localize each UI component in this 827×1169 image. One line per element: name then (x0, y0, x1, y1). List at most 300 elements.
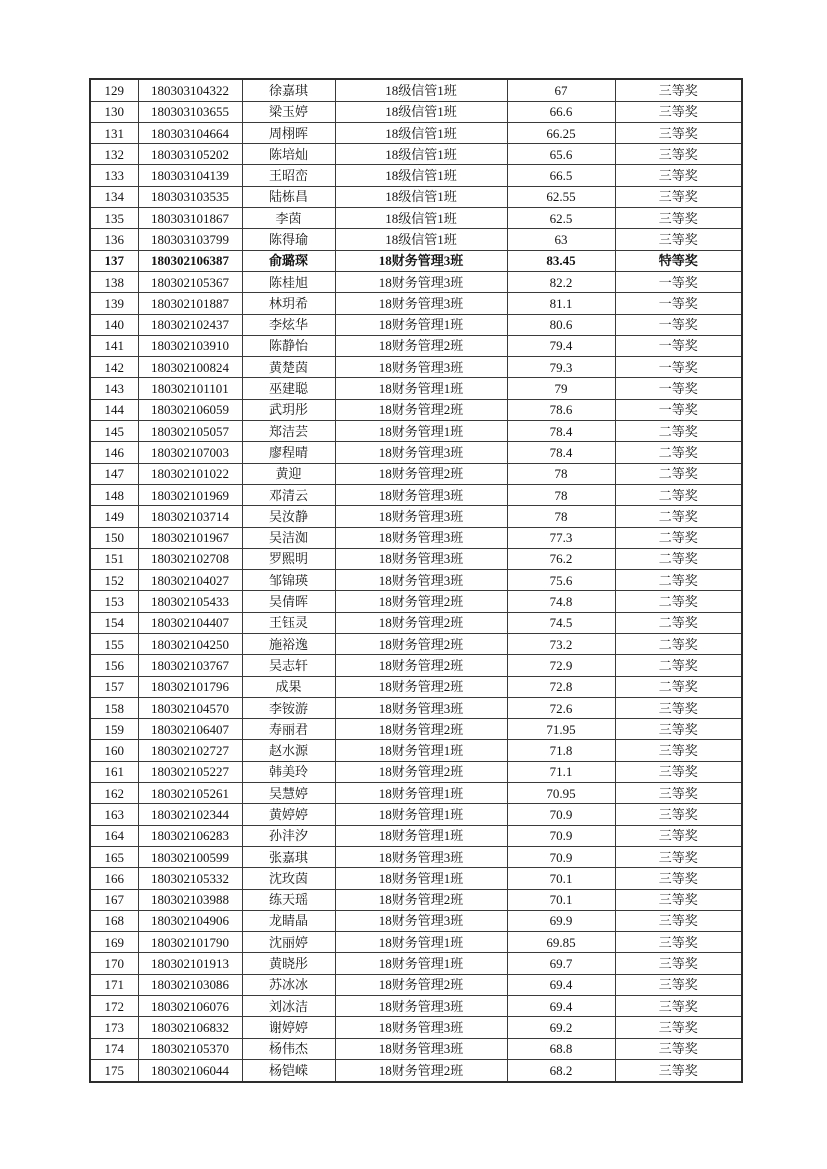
table-row (90, 250, 742, 271)
cell-award: 三等奖 (615, 783, 742, 804)
cell-class-name: 18级信管1班 (335, 229, 507, 250)
table-row (90, 229, 742, 250)
cell-award: 三等奖 (615, 1017, 742, 1038)
cell-class-name: 18财务管理1班 (335, 953, 507, 974)
cell-score: 68.2 (507, 1059, 615, 1082)
table-row (90, 527, 742, 548)
cell-class-name: 18财务管理2班 (335, 761, 507, 782)
cell-student-name: 杨伟杰 (242, 1038, 335, 1059)
table-row (90, 208, 742, 229)
cell-student-id: 180303104139 (138, 165, 242, 186)
table-row (90, 186, 742, 207)
cell-award: 二等奖 (615, 463, 742, 484)
cell-class-name: 18财务管理2班 (335, 399, 507, 420)
table-row (90, 953, 742, 974)
cell-row-number: 134 (90, 186, 138, 207)
cell-row-number: 174 (90, 1038, 138, 1059)
cell-award: 二等奖 (615, 591, 742, 612)
cell-class-name: 18级信管1班 (335, 208, 507, 229)
cell-student-id: 180302105057 (138, 421, 242, 442)
table-row (90, 79, 742, 101)
cell-student-name: 周栩晖 (242, 122, 335, 143)
cell-student-id: 180302104570 (138, 697, 242, 718)
cell-score: 70.9 (507, 825, 615, 846)
cell-student-name: 林玥希 (242, 293, 335, 314)
table-row (90, 974, 742, 995)
cell-score: 62.5 (507, 208, 615, 229)
cell-student-name: 赵水源 (242, 740, 335, 761)
cell-student-id: 180302101101 (138, 378, 242, 399)
cell-student-name: 李炫华 (242, 314, 335, 335)
cell-class-name: 18财务管理2班 (335, 591, 507, 612)
cell-row-number: 136 (90, 229, 138, 250)
cell-student-id: 180302106832 (138, 1017, 242, 1038)
cell-award: 一等奖 (615, 399, 742, 420)
cell-row-number: 133 (90, 165, 138, 186)
cell-award: 三等奖 (615, 1059, 742, 1082)
cell-award: 二等奖 (615, 612, 742, 633)
cell-award: 三等奖 (615, 697, 742, 718)
cell-student-name: 徐嘉琪 (242, 79, 335, 101)
cell-row-number: 151 (90, 548, 138, 569)
cell-student-name: 吴志轩 (242, 655, 335, 676)
cell-award: 三等奖 (615, 932, 742, 953)
cell-student-id: 180302101887 (138, 293, 242, 314)
cell-student-id: 180302104906 (138, 910, 242, 931)
cell-row-number: 149 (90, 506, 138, 527)
table-row (90, 335, 742, 356)
cell-score: 69.85 (507, 932, 615, 953)
cell-row-number: 165 (90, 846, 138, 867)
cell-award: 一等奖 (615, 271, 742, 292)
cell-score: 68.8 (507, 1038, 615, 1059)
cell-class-name: 18财务管理2班 (335, 612, 507, 633)
cell-student-name: 练天瑶 (242, 889, 335, 910)
cell-score: 72.6 (507, 697, 615, 718)
cell-student-name: 沈玫茵 (242, 868, 335, 889)
cell-award: 三等奖 (615, 165, 742, 186)
cell-class-name: 18财务管理1班 (335, 825, 507, 846)
cell-row-number: 169 (90, 932, 138, 953)
cell-student-name: 吴汝静 (242, 506, 335, 527)
cell-class-name: 18级信管1班 (335, 144, 507, 165)
cell-student-id: 180303103535 (138, 186, 242, 207)
cell-student-name: 成果 (242, 676, 335, 697)
cell-student-name: 寿丽君 (242, 719, 335, 740)
cell-award: 三等奖 (615, 144, 742, 165)
cell-student-name: 黄迎 (242, 463, 335, 484)
cell-class-name: 18财务管理3班 (335, 910, 507, 931)
table-row (90, 783, 742, 804)
cell-class-name: 18财务管理3班 (335, 1017, 507, 1038)
cell-score: 65.6 (507, 144, 615, 165)
cell-class-name: 18财务管理3班 (335, 846, 507, 867)
cell-student-id: 180302105261 (138, 783, 242, 804)
cell-student-name: 巫建聪 (242, 378, 335, 399)
cell-student-name: 王钰灵 (242, 612, 335, 633)
table-row (90, 1038, 742, 1059)
table-row (90, 101, 742, 122)
table-row (90, 633, 742, 654)
cell-class-name: 18财务管理3班 (335, 442, 507, 463)
cell-row-number: 153 (90, 591, 138, 612)
cell-student-name: 杨铠嵘 (242, 1059, 335, 1082)
cell-row-number: 142 (90, 357, 138, 378)
cell-class-name: 18财务管理2班 (335, 655, 507, 676)
table-row (90, 761, 742, 782)
cell-row-number: 168 (90, 910, 138, 931)
cell-score: 66.6 (507, 101, 615, 122)
cell-student-name: 王昭峦 (242, 165, 335, 186)
table-row (90, 570, 742, 591)
cell-student-id: 180302100824 (138, 357, 242, 378)
cell-class-name: 18财务管理1班 (335, 421, 507, 442)
cell-row-number: 167 (90, 889, 138, 910)
cell-student-id: 180302103086 (138, 974, 242, 995)
cell-row-number: 173 (90, 1017, 138, 1038)
cell-class-name: 18财务管理2班 (335, 1059, 507, 1082)
table-row (90, 463, 742, 484)
cell-row-number: 138 (90, 271, 138, 292)
cell-award: 三等奖 (615, 761, 742, 782)
cell-row-number: 137 (90, 250, 138, 271)
cell-score: 66.5 (507, 165, 615, 186)
cell-student-name: 廖程晴 (242, 442, 335, 463)
cell-award: 三等奖 (615, 804, 742, 825)
table-row (90, 676, 742, 697)
cell-class-name: 18财务管理1班 (335, 314, 507, 335)
cell-award: 三等奖 (615, 101, 742, 122)
cell-student-id: 180302103767 (138, 655, 242, 676)
cell-award: 二等奖 (615, 484, 742, 505)
cell-score: 78 (507, 463, 615, 484)
cell-student-name: 陈桂旭 (242, 271, 335, 292)
cell-award: 二等奖 (615, 570, 742, 591)
table-row (90, 1059, 742, 1082)
cell-student-id: 180302106059 (138, 399, 242, 420)
cell-row-number: 161 (90, 761, 138, 782)
cell-row-number: 170 (90, 953, 138, 974)
cell-class-name: 18财务管理1班 (335, 868, 507, 889)
cell-row-number: 158 (90, 697, 138, 718)
table-row (90, 442, 742, 463)
cell-award: 三等奖 (615, 825, 742, 846)
table-row (90, 378, 742, 399)
cell-award: 三等奖 (615, 229, 742, 250)
cell-student-id: 180303101867 (138, 208, 242, 229)
table-row (90, 655, 742, 676)
cell-score: 74.8 (507, 591, 615, 612)
cell-row-number: 147 (90, 463, 138, 484)
cell-student-id: 180302106044 (138, 1059, 242, 1082)
cell-student-id: 180302101790 (138, 932, 242, 953)
cell-score: 79 (507, 378, 615, 399)
cell-class-name: 18财务管理3班 (335, 996, 507, 1017)
cell-award: 三等奖 (615, 889, 742, 910)
table-row (90, 804, 742, 825)
cell-award: 三等奖 (615, 953, 742, 974)
cell-row-number: 163 (90, 804, 138, 825)
cell-score: 69.7 (507, 953, 615, 974)
table-row (90, 122, 742, 143)
cell-student-name: 俞璐琛 (242, 250, 335, 271)
cell-award: 二等奖 (615, 676, 742, 697)
cell-student-name: 罗熙明 (242, 548, 335, 569)
cell-row-number: 171 (90, 974, 138, 995)
cell-row-number: 139 (90, 293, 138, 314)
cell-class-name: 18财务管理1班 (335, 783, 507, 804)
cell-score: 79.3 (507, 357, 615, 378)
cell-row-number: 157 (90, 676, 138, 697)
cell-row-number: 159 (90, 719, 138, 740)
cell-class-name: 18财务管理3班 (335, 357, 507, 378)
cell-score: 70.95 (507, 783, 615, 804)
cell-student-name: 陈得瑜 (242, 229, 335, 250)
cell-student-name: 陈培灿 (242, 144, 335, 165)
cell-award: 二等奖 (615, 506, 742, 527)
cell-award: 二等奖 (615, 421, 742, 442)
cell-class-name: 18级信管1班 (335, 122, 507, 143)
cell-student-id: 180302104250 (138, 633, 242, 654)
cell-student-name: 谢婷婷 (242, 1017, 335, 1038)
cell-award: 二等奖 (615, 655, 742, 676)
cell-student-name: 邓清云 (242, 484, 335, 505)
cell-award: 一等奖 (615, 378, 742, 399)
cell-class-name: 18级信管1班 (335, 101, 507, 122)
cell-class-name: 18财务管理1班 (335, 740, 507, 761)
cell-score: 82.2 (507, 271, 615, 292)
cell-student-id: 180302101022 (138, 463, 242, 484)
cell-student-name: 张嘉琪 (242, 846, 335, 867)
cell-score: 72.8 (507, 676, 615, 697)
cell-class-name: 18财务管理2班 (335, 335, 507, 356)
cell-class-name: 18财务管理2班 (335, 889, 507, 910)
cell-row-number: 154 (90, 612, 138, 633)
cell-student-id: 180302105433 (138, 591, 242, 612)
cell-student-name: 黄婷婷 (242, 804, 335, 825)
table-row (90, 910, 742, 931)
cell-student-id: 180302100599 (138, 846, 242, 867)
cell-score: 79.4 (507, 335, 615, 356)
cell-student-id: 180303103799 (138, 229, 242, 250)
cell-award: 三等奖 (615, 740, 742, 761)
cell-row-number: 140 (90, 314, 138, 335)
cell-row-number: 160 (90, 740, 138, 761)
cell-score: 78 (507, 506, 615, 527)
table-row (90, 1017, 742, 1038)
cell-student-name: 黄晓彤 (242, 953, 335, 974)
cell-class-name: 18财务管理2班 (335, 463, 507, 484)
cell-score: 69.2 (507, 1017, 615, 1038)
cell-row-number: 150 (90, 527, 138, 548)
cell-student-name: 陆栋昌 (242, 186, 335, 207)
cell-row-number: 132 (90, 144, 138, 165)
cell-score: 69.4 (507, 974, 615, 995)
cell-student-name: 龙睛晶 (242, 910, 335, 931)
cell-student-name: 吴倩晖 (242, 591, 335, 612)
cell-score: 78 (507, 484, 615, 505)
cell-class-name: 18财务管理1班 (335, 804, 507, 825)
table-row (90, 506, 742, 527)
cell-award: 一等奖 (615, 335, 742, 356)
table-row (90, 612, 742, 633)
cell-class-name: 18财务管理1班 (335, 378, 507, 399)
cell-award: 二等奖 (615, 527, 742, 548)
table-row (90, 314, 742, 335)
cell-row-number: 172 (90, 996, 138, 1017)
cell-student-id: 180302105227 (138, 761, 242, 782)
cell-score: 81.1 (507, 293, 615, 314)
cell-student-id: 180302101913 (138, 953, 242, 974)
cell-score: 71.95 (507, 719, 615, 740)
cell-award: 三等奖 (615, 1038, 742, 1059)
cell-award: 三等奖 (615, 996, 742, 1017)
cell-class-name: 18财务管理3班 (335, 293, 507, 314)
cell-award: 三等奖 (615, 910, 742, 931)
cell-class-name: 18财务管理3班 (335, 527, 507, 548)
cell-student-id: 180302101967 (138, 527, 242, 548)
cell-award: 一等奖 (615, 293, 742, 314)
cell-score: 62.55 (507, 186, 615, 207)
cell-row-number: 175 (90, 1059, 138, 1082)
cell-score: 70.9 (507, 804, 615, 825)
table-row (90, 996, 742, 1017)
cell-award: 三等奖 (615, 79, 742, 101)
cell-student-id: 180302103988 (138, 889, 242, 910)
cell-row-number: 162 (90, 783, 138, 804)
cell-score: 70.9 (507, 846, 615, 867)
cell-score: 74.5 (507, 612, 615, 633)
cell-student-id: 180303104664 (138, 122, 242, 143)
cell-award: 三等奖 (615, 868, 742, 889)
cell-student-id: 180303104322 (138, 79, 242, 101)
cell-student-name: 沈丽婷 (242, 932, 335, 953)
cell-score: 66.25 (507, 122, 615, 143)
cell-row-number: 164 (90, 825, 138, 846)
table-row (90, 591, 742, 612)
cell-score: 80.6 (507, 314, 615, 335)
table-row (90, 868, 742, 889)
cell-row-number: 148 (90, 484, 138, 505)
cell-award: 二等奖 (615, 548, 742, 569)
table-row (90, 293, 742, 314)
cell-class-name: 18财务管理2班 (335, 974, 507, 995)
table-row (90, 144, 742, 165)
cell-student-name: 郑洁芸 (242, 421, 335, 442)
cell-award: 三等奖 (615, 846, 742, 867)
cell-student-name: 黄楚茵 (242, 357, 335, 378)
table-row (90, 719, 742, 740)
cell-student-name: 施裕逸 (242, 633, 335, 654)
cell-score: 78.4 (507, 421, 615, 442)
cell-score: 67 (507, 79, 615, 101)
cell-class-name: 18财务管理3班 (335, 570, 507, 591)
cell-class-name: 18财务管理3班 (335, 271, 507, 292)
cell-score: 75.6 (507, 570, 615, 591)
cell-student-id: 180302102708 (138, 548, 242, 569)
cell-row-number: 135 (90, 208, 138, 229)
cell-row-number: 129 (90, 79, 138, 101)
cell-row-number: 144 (90, 399, 138, 420)
cell-student-name: 韩美玲 (242, 761, 335, 782)
cell-student-id: 180302101796 (138, 676, 242, 697)
cell-student-name: 陈静怡 (242, 335, 335, 356)
cell-award: 三等奖 (615, 208, 742, 229)
cell-student-id: 180302106283 (138, 825, 242, 846)
cell-score: 69.4 (507, 996, 615, 1017)
cell-award: 二等奖 (615, 633, 742, 654)
cell-class-name: 18财务管理2班 (335, 676, 507, 697)
cell-class-name: 18财务管理3班 (335, 250, 507, 271)
table-row (90, 357, 742, 378)
table-row (90, 740, 742, 761)
cell-score: 69.9 (507, 910, 615, 931)
cell-award: 二等奖 (615, 442, 742, 463)
cell-award: 三等奖 (615, 719, 742, 740)
cell-row-number: 166 (90, 868, 138, 889)
table-row (90, 165, 742, 186)
cell-student-id: 180302106407 (138, 719, 242, 740)
cell-award: 一等奖 (615, 357, 742, 378)
cell-student-name: 吴洁洳 (242, 527, 335, 548)
cell-student-id: 180302104407 (138, 612, 242, 633)
cell-row-number: 143 (90, 378, 138, 399)
cell-class-name: 18级信管1班 (335, 186, 507, 207)
cell-student-name: 梁玉婷 (242, 101, 335, 122)
cell-row-number: 131 (90, 122, 138, 143)
cell-score: 73.2 (507, 633, 615, 654)
cell-student-id: 180302105370 (138, 1038, 242, 1059)
cell-class-name: 18财务管理3班 (335, 506, 507, 527)
cell-score: 63 (507, 229, 615, 250)
cell-student-id: 180302105332 (138, 868, 242, 889)
table-row (90, 932, 742, 953)
cell-student-id: 180303105202 (138, 144, 242, 165)
cell-student-id: 180302102344 (138, 804, 242, 825)
cell-student-id: 180302101969 (138, 484, 242, 505)
cell-student-id: 180303103655 (138, 101, 242, 122)
cell-award: 三等奖 (615, 122, 742, 143)
cell-row-number: 156 (90, 655, 138, 676)
cell-student-id: 180302106387 (138, 250, 242, 271)
cell-class-name: 18级信管1班 (335, 79, 507, 101)
cell-row-number: 130 (90, 101, 138, 122)
cell-student-name: 李铵游 (242, 697, 335, 718)
cell-score: 76.2 (507, 548, 615, 569)
table-row (90, 697, 742, 718)
cell-class-name: 18财务管理2班 (335, 633, 507, 654)
cell-row-number: 152 (90, 570, 138, 591)
cell-student-id: 180302103714 (138, 506, 242, 527)
cell-class-name: 18财务管理3班 (335, 697, 507, 718)
cell-student-id: 180302103910 (138, 335, 242, 356)
cell-class-name: 18财务管理3班 (335, 1038, 507, 1059)
cell-student-name: 刘冰洁 (242, 996, 335, 1017)
cell-student-name: 吴慧婷 (242, 783, 335, 804)
cell-student-name: 李茵 (242, 208, 335, 229)
cell-student-id: 180302105367 (138, 271, 242, 292)
cell-class-name: 18财务管理1班 (335, 932, 507, 953)
cell-student-name: 邹锦瑛 (242, 570, 335, 591)
cell-score: 70.1 (507, 868, 615, 889)
table-row (90, 825, 742, 846)
cell-score: 77.3 (507, 527, 615, 548)
table-row (90, 484, 742, 505)
table-row (90, 271, 742, 292)
cell-score: 71.1 (507, 761, 615, 782)
table-row (90, 399, 742, 420)
cell-score: 83.45 (507, 250, 615, 271)
